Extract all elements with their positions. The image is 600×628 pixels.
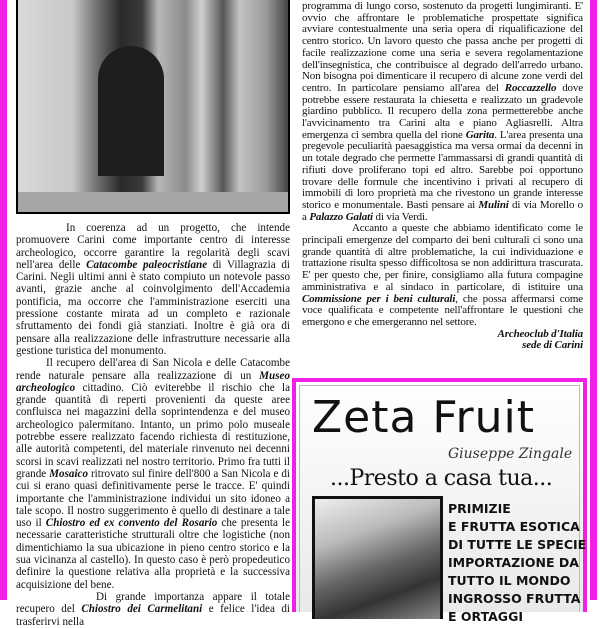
left-article-column (16, 222, 290, 628)
emphasis: Garita (465, 128, 495, 141)
page-border-right (590, 0, 597, 600)
emphasis: Chiostro ed ex convento del Rosario (45, 517, 218, 530)
signature-line-2: sede di Carini (522, 339, 583, 352)
photo-floor (18, 192, 288, 212)
paragraph-commissione (302, 223, 583, 328)
ad-line: DI TUTTE LE SPECIE (448, 537, 587, 552)
text: di via Verdi. (372, 210, 428, 223)
text: , che possa affermarsi come voce qualificata e competente nell'affrontare le questioni che emergono e che emergeranno nel settore. (302, 292, 583, 328)
text: Il recupero dell'area di San Nicola e delle Catacombe rende naturale pensare alla realizzazione di un (16, 357, 290, 382)
right-article-column (302, 1, 583, 352)
ad-brand: Zeta Fruit (312, 392, 535, 443)
emphasis: Commissione per i beni culturali (302, 292, 456, 305)
signature-line-1: Archeoclub d'Italia (497, 327, 583, 340)
emphasis: Chiostro dei Carmelitani (81, 603, 203, 616)
ad-line: INGROSSO FRUTTA (448, 591, 581, 606)
ad-slogan: ...Presto a casa tua... (330, 466, 553, 491)
text: che presenta le necessarie caratteristiche strutturali oltre che logistiche (non dimentichiamo la sua ubicazione in pieno centro storico e la sua vicinanza al castello). In questo caso è però propedeutico definire la questione relativa alla proprietà e la successiva acquisizione del bene. (16, 517, 291, 591)
emphasis: Catacombe paleocristiane (86, 258, 208, 271)
emphasis: Museo archeologico (16, 369, 290, 394)
ad-product-list (448, 500, 586, 626)
ad-shop-photo (312, 496, 443, 619)
text: dove potrebbe essere restaurata la chiesetta e realizzato un gradevole giardino pubblico. Il recupero della zona permetterebbe anche l'avvicinamento tra Carini alta e piano Agliasrelli. Altra emergenza ci sembra quella del rione (302, 81, 583, 141)
ad-line: TUTTO IL MONDO (448, 573, 571, 588)
ad-line: IMPORTAZIONE DA (448, 555, 579, 570)
zeta-fruit-advertisement (292, 378, 587, 624)
ad-line: PRIMIZIE (448, 501, 511, 516)
emphasis: Palazzo Galati (309, 210, 373, 223)
cloister-photo (16, 0, 290, 214)
text: di via Morello o a (302, 198, 583, 223)
paragraph-carmelitani (16, 591, 290, 628)
emphasis: Mosaico (49, 467, 88, 480)
ad-line: E ORTAGGI (448, 609, 523, 624)
emphasis: Roccazzello (504, 81, 557, 94)
photo-doorway (98, 46, 164, 176)
text: e felice l'idea di trasferirvi nella (16, 603, 290, 628)
paragraph-centro-storico (302, 1, 583, 223)
paragraph-catacombe (16, 222, 290, 357)
text: ritrovato sul finire dell'800 a San Nicola e di cui si erano quasi definitivamente perse le tracce. E' quindi importante che l'amministrazione individui un sito idoneo a tale scopo. Il nostro suggerimento è quello di destinare a tale uso il (16, 467, 290, 530)
text: programma di lungo corso, sostenuto da progetti lungimiranti. E' ovvio che affrontare le problematiche prospettate significa avviare contestualmente una seria opera di riqualificazione del centro storico. Un lavoro questo che passa anche per progetti di facile realizzazione come una seria e severa regolamentazione dell'insegnistica, che contribuisce al degrado dell'arredo urbano. Non bisogna poi dimenticare il recupero di alcune zone verdi del centro. In particolare pensiamo all'area del (302, 0, 583, 94)
ad-inner-frame (299, 385, 587, 624)
ad-owner: Giuseppe Zingale (448, 446, 573, 462)
text: Di grande importanza appare il totale recupero del (16, 590, 290, 616)
ad-line: E FRUTTA ESOTICA (448, 519, 580, 534)
emphasis: Mulini (478, 198, 509, 211)
page-border-left (0, 0, 7, 600)
text: cittadino. Ciò eviterebbe il rischio che la grande quantità di reperti provenienti da queste aree confluisca nei magazzini della soprintendenza e del museo archeologico palermitano. Intanto, un primo polo museale potrebbe essere realizzato facendo richiesta di restituzione, alle autorità competenti, del materiale rinvenuto nei decenni scorsi in scavi realizzati nel nostro territorio. Primo fra tutti il grande (16, 381, 290, 480)
text: di Villagrazia di Carini. Negli ultimi anni è stato compiuto un notevole passo avanti, grazie anche al coinvolgimento dell'Accademia pontificia, ma occorre che l'amministrazione eserciti una pressione costante mirata ad un completo e razionale sfruttamento dei fondi già stanziati. Inoltre è già ora di pensare alla realizzazione delle infrastrutture necessarie alla gestione turistica del monumento. (16, 258, 290, 357)
text: Accanto a queste che abbiamo identificato come le principali emergenze del comparto dei beni culturali ci sono una grande quantità di altre problematiche, la cui individuazione e trattazione risulta spesso difficoltosa se non addirittura trascurata. E' per questo che, per finire, consigliamo alla futura compagine amministrativa e al sindaco in particolare, di istituire una (302, 222, 583, 293)
text: In coerenza ad un progetto, che intende promuovere Carini come importante centro di interesse archeologico, occorre garantire la regolarità degli scavi nell'area delle (16, 222, 290, 271)
text: . L'area presenta una pregevole peculiarità paesaggistica ma versa ormai da decenni in un totale degrado che permette l'ammassarsi di grandi quantità di rifiuti dove proliferano topi ed altro. Sarebbe poi opportuno trovare delle formule che incentivino i privati al recupero di immobili di loro proprietà ma che rivestono un grande interesse storico e monumentale. Basti pensare ai (302, 128, 583, 211)
paragraph-museo (16, 357, 290, 591)
